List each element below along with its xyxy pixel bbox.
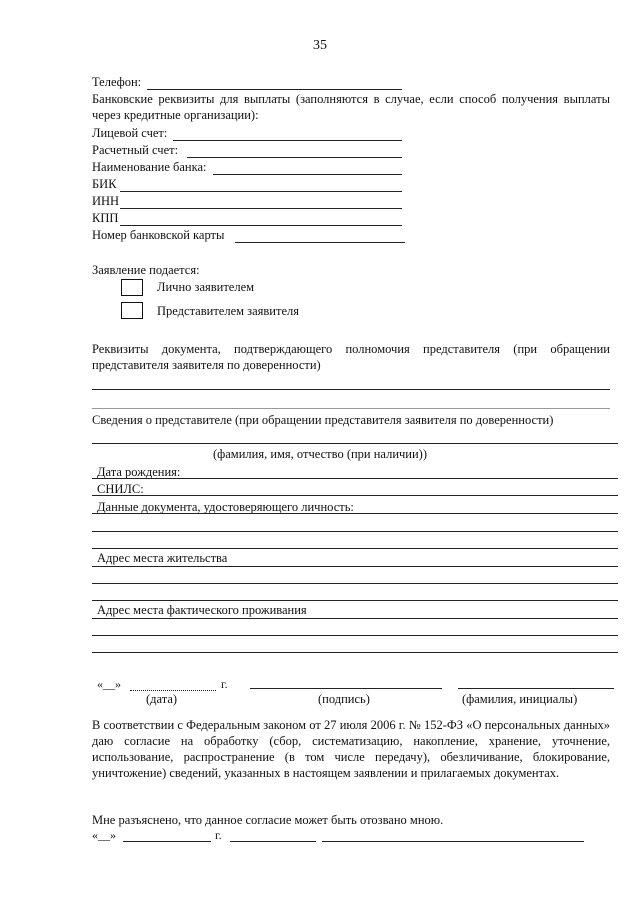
id-doc-label: Данные документа, удостоверяющего личность:: [97, 500, 354, 514]
rep-fio-field[interactable]: [92, 443, 618, 444]
residence-address-field-3[interactable]: [92, 600, 618, 601]
residence-address-label: Адрес места жительства: [97, 551, 228, 565]
account-field[interactable]: [173, 140, 402, 141]
revocation-text: Мне разъяснено, что данное согласие может быть отозвано мною.: [92, 813, 444, 827]
consent-year-suffix: г.: [215, 828, 222, 842]
consent-date-prefix: «__»: [92, 828, 116, 842]
id-doc-field-3[interactable]: [92, 548, 618, 549]
option-in-person-label: Лично заявителем: [157, 280, 255, 294]
account-label: Лицевой счет:: [92, 126, 168, 140]
residence-address-field[interactable]: [92, 566, 618, 567]
sign-date-prefix: «__»: [97, 677, 121, 691]
signature-field[interactable]: [250, 688, 442, 689]
consent-name-field[interactable]: [322, 841, 584, 842]
card-number-label: Номер банковской карты: [92, 228, 225, 242]
inn-label: ИНН: [92, 194, 120, 208]
actual-address-field-2[interactable]: [92, 635, 618, 636]
consent-text: В соответствии с Федеральным законом от 27 июля 2006 г. № 152-ФЗ «О персональных данных» даю согласие на обработку (сбор, систематизацию, накопление, хранение, уточнение, использование, распространение (в том числе передачу), обезличивание, блокирование, уничтожение) сведений, указанных в настоящем заявлении и прилагаемых документах.: [92, 718, 610, 780]
phone-label: Телефон:: [92, 75, 142, 89]
name-initials-caption: (фамилия, инициалы): [462, 692, 578, 706]
birth-date-field[interactable]: [92, 478, 618, 479]
snils-label: СНИЛС:: [97, 482, 144, 496]
checkbox-in-person[interactable]: [121, 279, 143, 296]
name-initials-field[interactable]: [458, 688, 614, 689]
residence-address-field-2[interactable]: [92, 583, 618, 584]
bank-name-label: Наименование банка:: [92, 160, 207, 174]
consent-date-field[interactable]: [123, 841, 211, 842]
date-caption: (дата): [146, 692, 178, 706]
checkbox-by-representative[interactable]: [121, 302, 143, 319]
sign-year-suffix: г.: [221, 677, 228, 691]
settlement-account-field[interactable]: [187, 157, 402, 158]
rep-fio-caption: (фамилия, имя, отчество (при наличии)): [212, 447, 427, 461]
rep-doc-field[interactable]: [92, 389, 610, 390]
bank-details-intro: Банковские реквизиты для выплаты (заполняются в случае, если способ получения выплаты через кредитные организации):: [92, 92, 610, 122]
inn-field[interactable]: [120, 208, 402, 209]
consent-signature-field[interactable]: [230, 841, 316, 842]
option-by-representative-label: Представителем заявителя: [157, 304, 299, 318]
actual-address-label: Адрес места фактического проживания: [97, 603, 307, 617]
snils-field[interactable]: [92, 495, 618, 496]
page-number: 35: [313, 38, 327, 53]
actual-address-field[interactable]: [92, 618, 618, 619]
kpp-field[interactable]: [120, 225, 402, 226]
rep-doc-text: Реквизиты документа, подтверждающего полномочия представителя (при обращении представителя заявителя по доверенности): [92, 342, 610, 372]
id-doc-field-2[interactable]: [92, 531, 618, 532]
id-doc-field[interactable]: [92, 513, 618, 514]
rep-info-title: Сведения о представителе (при обращении представителя заявителя по доверенности): [92, 413, 554, 427]
submission-title: Заявление подается:: [92, 263, 200, 277]
card-number-field[interactable]: [235, 242, 405, 243]
rep-doc-field-2[interactable]: [92, 408, 610, 409]
phone-field[interactable]: [147, 89, 402, 90]
bank-name-field[interactable]: [213, 174, 402, 175]
bik-label: БИК: [92, 177, 117, 191]
settlement-account-label: Расчетный счет:: [92, 143, 179, 157]
actual-address-field-3[interactable]: [92, 652, 618, 653]
birth-date-label: Дата рождения:: [97, 465, 181, 479]
bik-field[interactable]: [120, 191, 402, 192]
signature-caption: (подпись): [318, 692, 370, 706]
kpp-label: КПП: [92, 211, 119, 225]
